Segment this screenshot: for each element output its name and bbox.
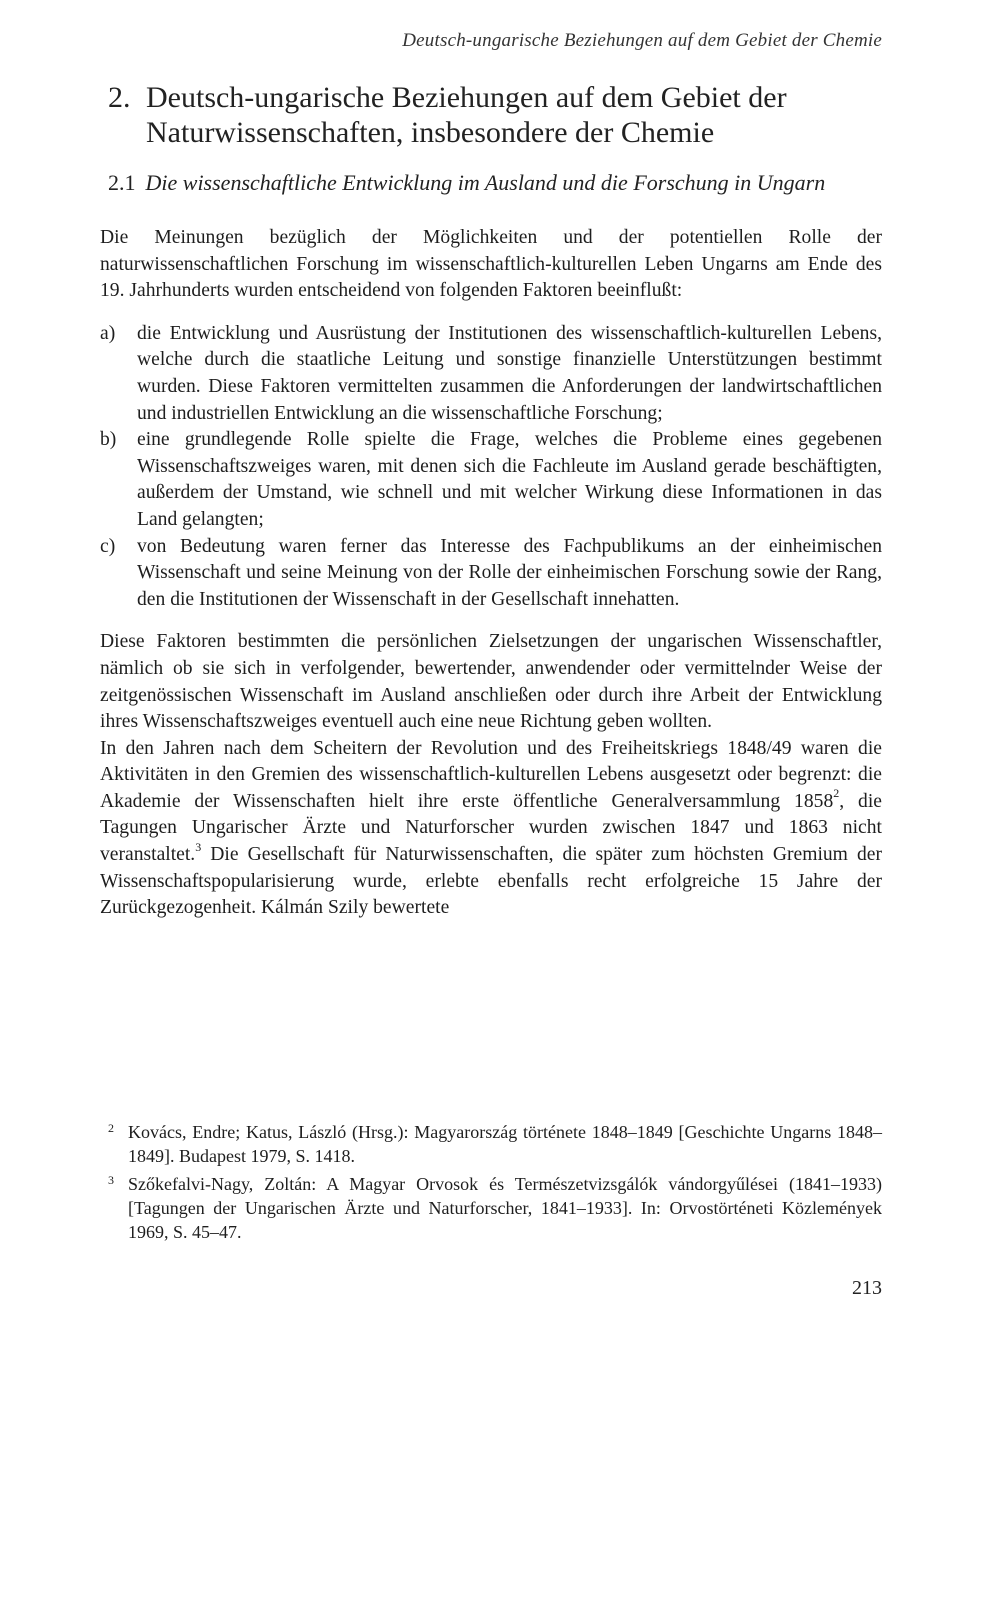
- paragraph-history-part1: In den Jahren nach dem Scheitern der Revolution und des Freiheitskriegs 1848/49 waren die Aktivitäten in den Gremien des wissenschaftlich-kulturellen Lebens ausgesetzt oder begrenzt: die Akademie der Wissenschaften hielt ihre erste öffentliche Generalversammlung 1858: [100, 737, 882, 812]
- running-header: Deutsch-ungarische Beziehungen auf dem Gebiet der Chemie: [402, 30, 882, 51]
- footnote-number: 3: [108, 1173, 114, 1187]
- paragraph-history-part3: Die Gesellschaft für Naturwissenschaften, die später zum höchsten Gremium der Wissenschaftspopularisierung wurde, erlebte ebenfalls recht erfolgreiche 15 Jahre der Zurückgezogenheit. Kálmán Szily bewertete: [100, 844, 882, 919]
- paragraph-history-part2: , die Tagungen Ungarischer Ärzte und Naturforscher wurden zwischen 1847 und 1863 nicht veranstaltet.: [100, 790, 882, 866]
- footnote: [100, 1120, 882, 1168]
- section-number: 2.1: [108, 170, 136, 195]
- section-title-text: Die wissenschaftliche Entwicklung im Ausland und die Forschung in Ungarn: [145, 170, 826, 195]
- list-item-text: die Entwicklung und Ausrüstung der Institutionen des wissenschaftlich-kulturellen Lebens, welche durch die staatliche Leitung und sonstige finanzielle Unterstützungen bestimmt wurden. Diese Faktoren vermittelten zusammen die Anforderungen der landwirtschaftlichen und industriellen Entwicklung an die wissenschaftliche Forschung;: [137, 322, 882, 424]
- footnote-text: Kovács, Endre; Katus, László (Hrsg.): Magyarország története 1848–1849 [Geschichte Ungarns 1848–1849]. Budapest 1979, S. 1418.: [128, 1122, 882, 1166]
- list-marker: c): [100, 535, 116, 557]
- chapter-title-line1: Deutsch-ungarische Beziehungen auf dem Gebiet der: [146, 81, 787, 114]
- footnote-number: 2: [108, 1121, 114, 1135]
- list-marker: a): [100, 322, 116, 344]
- factor-list: [100, 321, 882, 614]
- footnote-text: Szőkefalvi-Nagy, Zoltán: A Magyar Orvosok és Természetvizsgálók vándorgyűlései (1841–1933) [Tagungen der Ungarischen Ärzte und Naturforscher, 1841–1933]. In: Orvostörténeti Közlemények 1969, S. 45–47.: [128, 1174, 882, 1242]
- paragraph-intro: Die Meinungen bezüglich der Möglichkeiten und der potentiellen Rolle der naturwissenschaftlichen Forschung im wissenschaftlich-kulturellen Leben Ungarns am Ende des 19. Jahrhunderts wurden entscheidend von folgenden Faktoren beeinflußt:: [100, 227, 882, 302]
- body-text: [100, 225, 882, 922]
- page-number: 213: [852, 1277, 882, 1299]
- list-item: [100, 534, 882, 614]
- footnote-ref-3: 3: [195, 839, 202, 854]
- book-page: [100, 0, 882, 1620]
- list-item: [100, 321, 882, 427]
- footnote-ref-2: 2: [833, 786, 840, 801]
- chapter-title: [108, 80, 808, 150]
- paragraph-goals: Diese Faktoren bestimmten die persönlichen Zielsetzungen der ungarischen Wissenschaftler, nämlich ob sie sich in verfolgender, bewertender, anwendender oder vermittelnder Weise der zeitgenössischen Wissenschaft im Ausland anschließen oder durch ihre Arbeit der Entwicklung ihres Wissenschaftszweiges eventuell auch eine neue Richtung geben wollten.: [100, 631, 882, 733]
- section-title: [108, 170, 825, 196]
- list-item-text: von Bedeutung waren ferner das Interesse des Fachpublikums an der einheimischen Wissenschaft und seine Meinung von der Rolle der einheimischen Forschung sowie der Rang, den die Institutionen der Wissenschaft in der Gesellschaft innehatten.: [137, 535, 882, 610]
- list-item: [100, 427, 882, 533]
- footnotes: [100, 1120, 882, 1248]
- paragraph-history: [100, 736, 882, 922]
- chapter-title-line2: Naturwissenschaften, insbesondere der Chemie: [146, 116, 715, 149]
- list-marker: b): [100, 429, 117, 451]
- chapter-number: 2.: [108, 81, 131, 114]
- list-item-text: eine grundlegende Rolle spielte die Frage, welches die Probleme eines gegebenen Wissenschaftszweiges waren, mit denen sich die Fachleute im Ausland gerade beschäftigten, außerdem der Umstand, wie schnell und mit welcher Wirkung diese Informationen in das Land gelangten;: [137, 429, 882, 530]
- footnote: [100, 1172, 882, 1244]
